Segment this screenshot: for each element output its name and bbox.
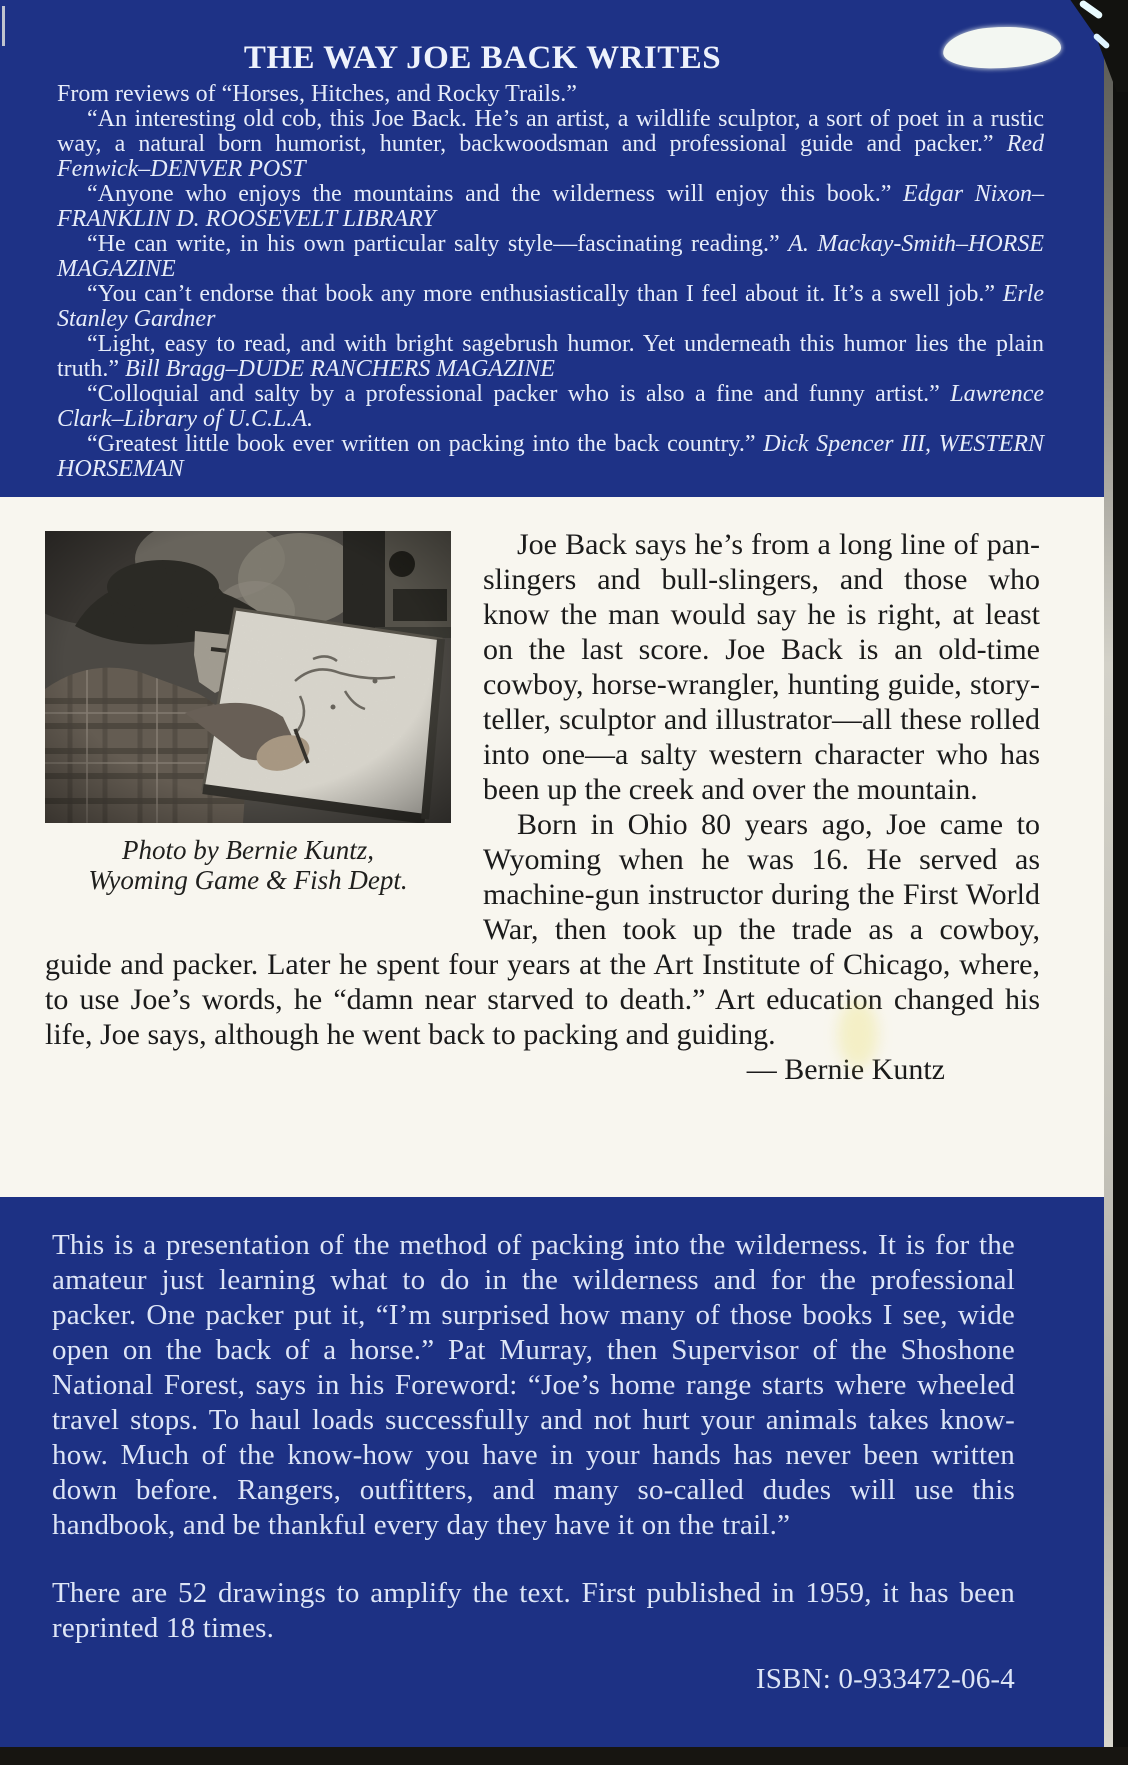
page-edge-highlight [1104,0,1113,1747]
left-edge-scan-artifact [2,6,5,46]
review-quote [57,182,1044,232]
reviews-section [0,0,1106,497]
isbn-number: ISBN: 0-933472-06-4 [755,1663,1015,1695]
author-photo [45,531,451,823]
photo-caption-line2: Wyoming Game & Fish Dept. [88,865,408,895]
section-title: THE WAY JOE BACK WRITES [243,40,722,76]
quote-text: “Anyone who enjoys the mountains and the wilderness will enjoy this book.” [87,181,892,207]
bottom-scan-edge [0,1747,1128,1765]
quote-attribution: Bill Bragg–DUDE RANCHERS MAGAZINE [124,356,555,382]
bio-signature: — Bernie Kuntz [746,1053,945,1086]
quote-attribution: Edgar Nixon–FRANKLIN D. ROOSEVELT LIBRARY [57,181,1044,232]
review-quote [57,382,1044,432]
bio-paragraph-2: Born in Ohio 80 years ago, Joe came to Wyoming when he was 16. He served as machine-gun instructor during the First World War, then took up the trade as a cowboy, guide and packer. Later he spent four years at the Art Institute of Chicago, where, to use Joe’s words, he “damn near starved to death.” Art education changed his life, Joe says, although he went back to packing and guiding. [45,808,1040,1051]
book-description-section [0,1197,1106,1747]
quote-attribution: Erle Stanley Gardner [57,281,1045,332]
right-scan-edge [1113,0,1128,1747]
quote-attribution: Lawrence Clark–Library of U.C.L.A. [57,381,1045,432]
review-quote [57,282,1044,332]
author-photo-block [45,531,451,895]
quote-attribution: Red Fenwick–DENVER POST [57,131,1044,182]
description-paragraph-2: There are 52 drawings to amplify the text. First published in 1959, it has been reprinted 18 times. [52,1577,1015,1644]
quote-text: “Colloquial and salty by a professional packer who is also a fine and funny artist.” [87,381,940,407]
bio-paragraph-1: Joe Back says he’s from a long line of pan-slingers and bull-slingers, and those who know the man would say he is right, at least on the last score. Joe Back is an old-time cowboy, horse-wrangler, hunting guide, story-teller, sculptor and illustrator—all these rolled into one—a salty western character who has been up the creek and over the mountain. [483,528,1040,806]
quote-text: “You can’t endorse that book any more enthusiastically than I feel about it. It’s a swell job.” [87,281,996,307]
photo-caption-line1: Photo by Bernie Kuntz, [122,835,374,865]
quote-attribution: Dick Spencer III, WESTERN HORSEMAN [57,431,1045,482]
quote-text: “He can write, in his own particular salty style—fascinating reading.” [87,231,780,257]
quote-text: “Light, easy to read, and with bright sagebrush humor. Yet underneath this humor lies the plain truth.” [57,331,1044,382]
quote-text: “Greatest little book ever written on packing into the back country.” [87,431,756,457]
quote-text: “An interesting old cob, this Joe Back. He’s an artist, a wildlife sculptor, a sort of poet in a rustic way, a natural born humorist, hunter, backwoodsman and professional guide and packer.” [57,106,1044,157]
author-bio-section [0,497,1106,1197]
highlighter-smudge [838,1000,878,1068]
review-quote [57,432,1044,482]
description-paragraph-1: This is a presentation of the method of packing into the wilderness. It is for the amateur just learning what to do in the wilderness and for the professional packer. One packer put it, “I’m surprised how many of those books I see, wide open on the back of a horse.” Pat Murray, then Supervisor of the Shoshone National Forest, says in his Foreword: “Joe’s home range starts where wheeled travel stops. To haul loads successfully and not hurt your animals takes know-how. Much of the know-how you have in your hands has never been written down before. Rangers, outfitters, and many so-called dudes will use this handbook, and be thankful every day they have it on the trail.” [52,1229,1015,1541]
quote-attribution: A. Mackay-Smith–HORSE MAGAZINE [57,231,1044,282]
reviews-intro: From reviews of “Horses, Hitches, and Rocky Trails.” [57,81,577,107]
review-quote [57,107,1044,182]
review-quote [57,332,1044,382]
photo-caption [45,835,451,895]
review-quote [57,232,1044,282]
